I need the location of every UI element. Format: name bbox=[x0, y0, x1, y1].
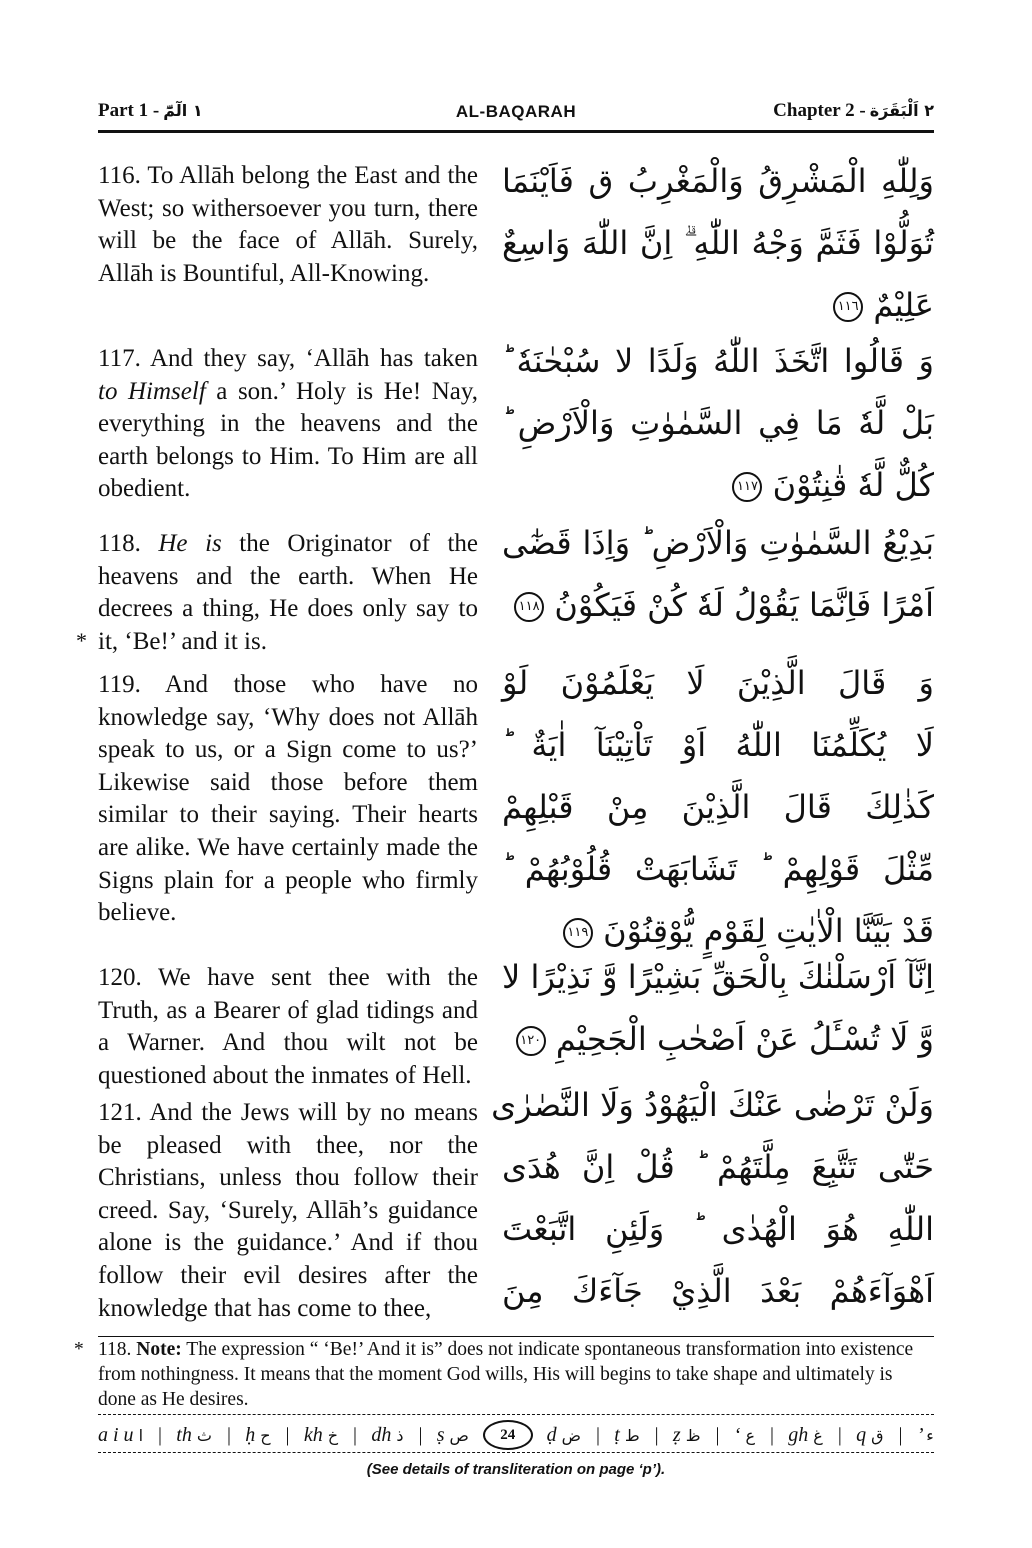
translit-item: th ث bbox=[176, 1423, 212, 1446]
verse-number-117: ١١٧ bbox=[732, 472, 762, 502]
footnote-star: * bbox=[74, 1339, 84, 1360]
header-divider bbox=[98, 130, 934, 133]
translit-item: ẓ ظ bbox=[672, 1423, 701, 1446]
verse-117-english: 117. And they say, ‘Allāh has taken to Himself a son.’ Holy is He! Nay, everything in the heavens and the earth belongs to Him. To Him are all obedient. bbox=[98, 345, 478, 503]
verse-120-arabic: اِنَّآ اَرْسَلْنٰكَ بِالْحَقِّ بَشِيْرًا وَّ نَذِيْرًا لا وَّ لَا تُسْـَٔلُ عَنْ اَصْحٰبِ الْجَحِيْمِ ١٢٠ bbox=[502, 958, 934, 1058]
translit-item: dh ذ bbox=[371, 1423, 404, 1446]
footnote-ref: 118. bbox=[98, 1339, 132, 1360]
translit-item: gh غ bbox=[788, 1423, 823, 1446]
surah-title: AL-BAQARAH bbox=[455, 102, 577, 121]
translit-item: kh خ bbox=[303, 1423, 339, 1446]
translit-item: q ق bbox=[856, 1423, 884, 1446]
translit-item: ‘ ع bbox=[733, 1423, 755, 1446]
translit-item: a i u ا bbox=[98, 1423, 144, 1446]
footnote-marker: * bbox=[76, 628, 87, 653]
verse-117-arabic: وَ قَالُوا اتَّخَذَ اللّٰهُ وَلَدًا لا سُبْحٰنَهٗ ؕ بَلْ لَّهٗ مَا فِي السَّمٰوٰتِ وَالْاَرْضِ ؕ كُلٌّ لَّهٗ قٰنِتُوْنَ ١١٧ bbox=[502, 342, 934, 504]
verse-121-english: 121. And the Jews will by no means be pleased with thee, nor the Christians, unless thou follow their creed. Say, ‘Surely, Allāh’s guidance alone is the guidance.’ And if thou follow their evil desires after the knowledge that has come to thee, bbox=[98, 1099, 478, 1322]
translit-bottom-rule bbox=[98, 1452, 934, 1453]
footnote-text: The expression “ ‘Be!’ And it is” does not indicate spontaneous transformation into existence from nothingness. It means that the moment God wills, His will begins to take shape and ultimately is done as He desires. bbox=[98, 1339, 914, 1410]
verse-118-english: * 118. He is the Originator of the heavens and the earth. When He decrees a thing, He does only say to it, ‘Be!’ and it is. bbox=[98, 528, 478, 658]
part-arabic: ١ الٓمّٓ bbox=[163, 101, 203, 120]
verse-120-english: 120. We have sent thee with the Truth, as a Bearer of glad tidings and a Warner. And thou wilt not be questioned about the inmates of Hell. bbox=[98, 964, 478, 1089]
footnote bbox=[74, 1337, 934, 1412]
transliteration-key: a i u ا | th ث | ḥ ح | kh خ | dh ذ | ṣ ص 24 ḍ ض | ṭ ط | ẓ ظ | ‘ ع | gh غ | q ق | ’ ء bbox=[98, 1418, 934, 1452]
verse-119-arabic: وَ قَالَ الَّذِيْنَ لَا يَعْلَمُوْنَ لَوْ لَا يُكَلِّمُنَا اللّٰهُ اَوْ تَاْتِيْنَآ اٰيَةٌ ؕ كَذٰلِكَ قَالَ الَّذِيْنَ مِنْ قَبْلِهِمْ مِّثْلَ قَوْلِهِمْ ؕ تَشَابَهَتْ قُلُوْبُهُمْ ؕ قَدْ بَيَّنَّا الْاٰيٰتِ لِقَوْمٍ يُّوْقِنُوْنَ ١١٩ bbox=[502, 664, 934, 950]
page-header bbox=[98, 98, 934, 132]
verse-number-119: ١١٩ bbox=[563, 918, 593, 948]
chapter-arabic: ٢ اَلْبَقَرَة bbox=[869, 101, 934, 120]
verse-119-english: 119. And those who have no knowledge say, ‘Why does not Allāh speak to us, or a Sign come to us?’ Likewise said those before them similar to their saying. Their hearts are alike. We have certainly made the Signs plain for a people who firmly believe. bbox=[98, 671, 478, 927]
verse-number-120: ١٢٠ bbox=[516, 1026, 546, 1056]
translit-item: ḍ ض bbox=[546, 1423, 581, 1446]
translit-item: ’ ء bbox=[916, 1423, 934, 1446]
part-label: Part 1 - ١ الٓمّٓ bbox=[98, 100, 203, 121]
translit-item: ḥ ح bbox=[245, 1423, 271, 1446]
verse-116-english: 116. To Allāh belong the East and the West; so withersoever you turn, there will be the face of Allāh. Surely, Allāh is Bountiful, All-Knowing. bbox=[98, 162, 478, 287]
verse-121-arabic: وَلَنْ تَرْضٰى عَنْكَ الْيَهُوْدُ وَلَا النَّصٰرٰى حَتّٰى تَتَّبِعَ مِلَّتَهُمْ ؕ قُلْ اِنَّ هُدَى اللّٰهِ هُوَ الْهُدٰى ؕ وَلَئِنِ اتَّبَعْتَ اَهْوَآءَهُمْ بَعْدَ الَّذِيْ جَآءَكَ مِنَ bbox=[491, 1086, 934, 1310]
translit-item: ṣ ص bbox=[436, 1423, 469, 1446]
verse-number-118: ١١٨ bbox=[514, 592, 544, 622]
translit-top-rule bbox=[98, 1414, 934, 1415]
verse-number-116: ١١٦ bbox=[833, 292, 863, 322]
page-number: 24 bbox=[483, 1420, 533, 1450]
translit-item: ṭ ط bbox=[614, 1423, 640, 1446]
transliteration-note: (See details of transliteration on page ‘p’). bbox=[366, 1461, 666, 1478]
verse-118-arabic: بَدِيْعُ السَّمٰوٰتِ وَالْاَرْضِ ؕ وَاِذَا قَضٰٓى اَمْرًا فَاِنَّمَا يَقُوْلُ لَهٗ كُنْ فَيَكُوْنُ ١١٨ bbox=[502, 524, 934, 624]
verse-116-arabic: وَلِلّٰهِ الْمَشْرِقُ وَالْمَغْرِبُ ق فَاَيْنَمَا تُوَلُّوْا فَثَمَّ وَجْهُ اللّٰهِ ۗ اِنَّ اللّٰهَ وَاسِعٌ عَلِيْمٌ ١١٦ bbox=[502, 162, 934, 324]
chapter-label: Chapter 2 - ٢ اَلْبَقَرَة bbox=[773, 100, 934, 121]
footnote-label: Note: bbox=[136, 1339, 182, 1360]
